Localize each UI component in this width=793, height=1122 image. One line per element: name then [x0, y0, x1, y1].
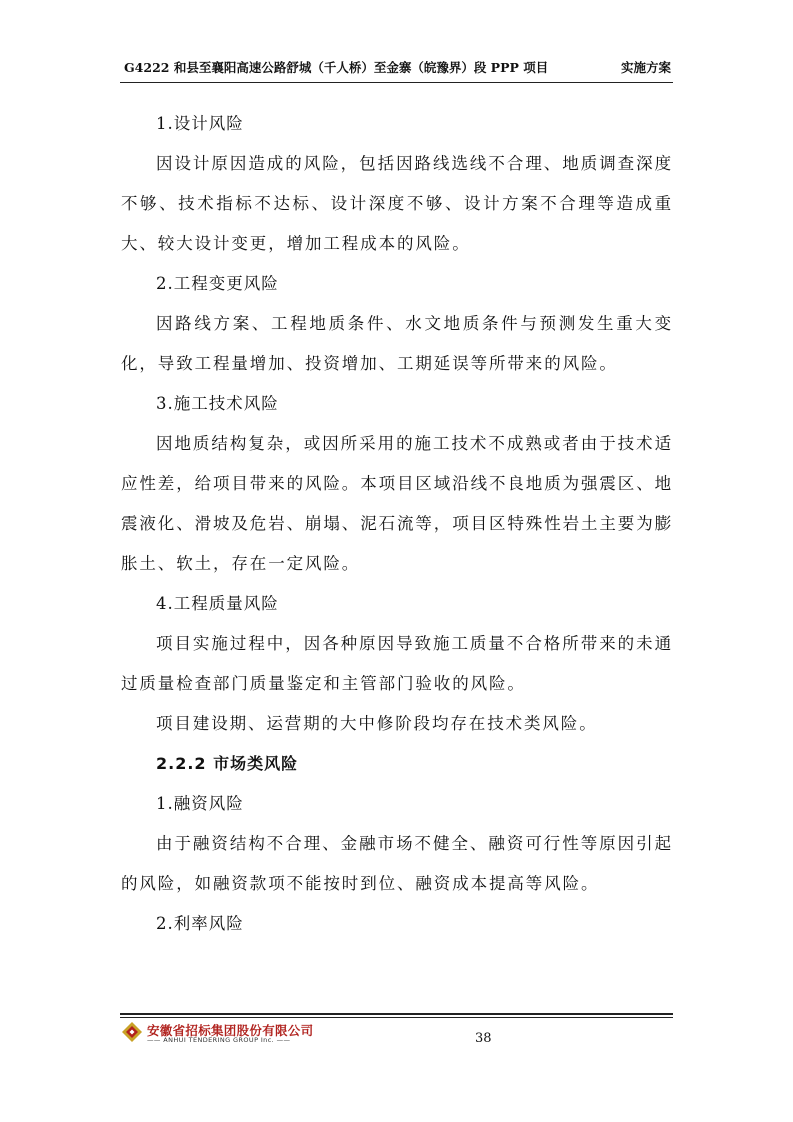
subheading-financing-risk: 1.融资风险 — [156, 794, 244, 813]
paragraph: 项目建设期、运营期的大中修阶段均存在技术类风险。 — [156, 714, 598, 733]
company-name-en: —— ANHUI TENDERING GROUP Inc. —— — [147, 1036, 291, 1044]
subheading-design-risk: 1.设计风险 — [156, 114, 244, 133]
paragraph: 因地质结构复杂，或因所采用的施工技术不成熟或者由于技术适应性差，给项目带来的风险。本项目区域沿线不良地质为强震区、地震液化、滑坡及危岩、崩塌、泥石流等，项目区特殊性岩土主要为膨胀土、软土，存在一定风险。 — [121, 434, 673, 573]
paragraph: 因设计原因造成的风险，包括因路线选线不合理、地质调查深度不够、技术指标不达标、设计深度不够、设计方案不合理等造成重大、较大设计变更，增加工程成本的风险。 — [121, 154, 673, 253]
company-logo-icon — [121, 1021, 143, 1043]
header-rule — [120, 82, 673, 83]
subheading-interest-rate-risk: 2.利率风险 — [156, 914, 244, 933]
paragraph: 因路线方案、工程地质条件、水文地质条件与预测发生重大变化，导致工程量增加、投资增加、工期延误等所带来的风险。 — [121, 314, 673, 373]
section-heading-market-risk: 2.2.2 市场类风险 — [156, 754, 299, 773]
paragraph: 由于融资结构不合理、金融市场不健全、融资可行性等原因引起的风险，如融资款项不能按时到位、融资成本提高等风险。 — [121, 834, 673, 893]
header-section-label: 实施方案 — [620, 60, 671, 75]
footer-rule — [120, 1013, 673, 1015]
footer-rule-thin — [120, 1017, 673, 1018]
paragraph: 项目实施过程中，因各种原因导致施工质量不合格所带来的未通过质量检查部门质量鉴定和主管部门验收的风险。 — [121, 634, 673, 693]
subheading-construction-tech-risk: 3.施工技术风险 — [156, 394, 279, 413]
header-title: G4222 和县至襄阳高速公路舒城（千人桥）至金寨（皖豫界）段 PPP 项目 — [124, 60, 549, 75]
document-body — [121, 104, 673, 944]
company-logo — [121, 1021, 331, 1047]
subheading-change-risk: 2.工程变更风险 — [156, 274, 279, 293]
page-number: 38 — [475, 1031, 492, 1046]
company-name-cn: 安徽省招标集团股份有限公司 — [147, 1023, 314, 1038]
page-header — [120, 54, 673, 78]
subheading-quality-risk: 4.工程质量风险 — [156, 594, 279, 613]
